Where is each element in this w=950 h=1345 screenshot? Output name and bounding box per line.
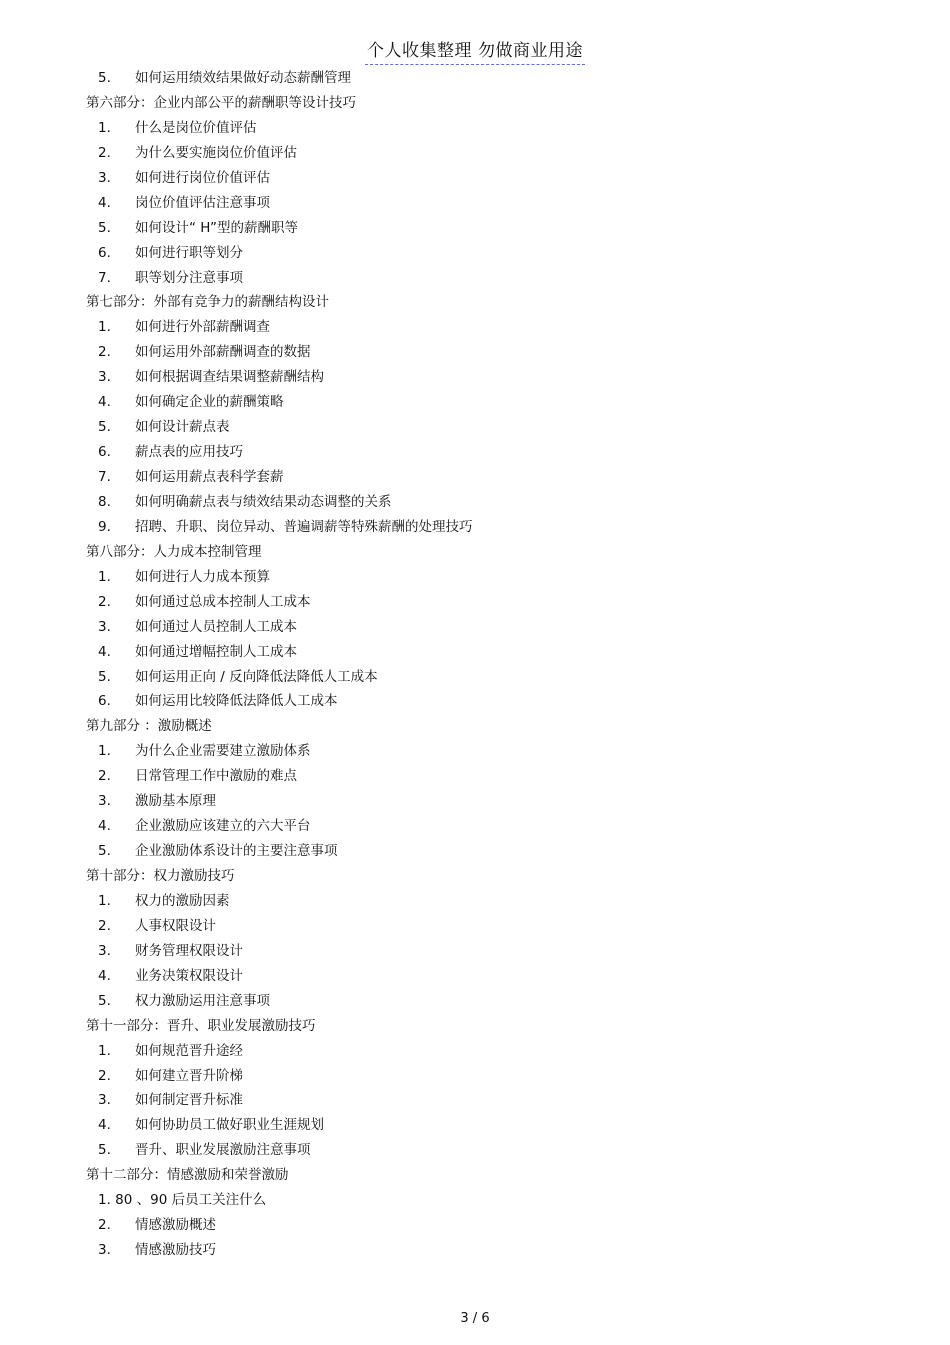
list-item-number: 6.	[98, 444, 111, 461]
list-item-number: 3.	[98, 169, 111, 186]
list-item-text: 薪点表的应用技巧	[135, 444, 243, 461]
list-item-number: 5.	[98, 70, 111, 86]
list-item-text: 如何通过增幅控制人工成本	[135, 643, 297, 660]
list-item-text: 业务决策权限设计	[135, 967, 243, 984]
list-item-number: 2.	[98, 144, 111, 161]
list-item-text: 企业激励体系设计的主要注意事项	[135, 843, 338, 860]
list-item-text: 如何进行职等划分	[135, 244, 243, 261]
list-item-number: 2.	[98, 768, 111, 785]
list-item-text: 1. 80 、90 后员工关注什么	[98, 1192, 267, 1209]
list-item	[0, 116, 950, 141]
page-header	[0, 40, 950, 65]
section-heading: 第十二部分：情感激励和荣誉激励	[86, 1167, 289, 1184]
list-item-text: 如何进行外部薪酬调查	[135, 319, 270, 336]
list-item	[0, 789, 950, 814]
list-item-number: 5.	[98, 843, 111, 860]
section-heading: 第七部分：外部有竞争力的薪酬结构设计	[86, 294, 329, 311]
list-item-number: 7.	[98, 469, 111, 485]
list-item	[0, 365, 950, 390]
list-item	[0, 989, 950, 1014]
list-item	[0, 490, 950, 515]
list-item-text: 什么是岗位价值评估	[135, 119, 257, 136]
list-item-number: 3.	[98, 1092, 111, 1109]
list-item	[0, 964, 950, 989]
list-item	[0, 216, 950, 241]
page-number: 3 / 6	[460, 1311, 490, 1326]
list-item-text: 如何协助员工做好职业生涯规划	[135, 1117, 324, 1134]
list-item-text: 职等划分注意事项	[135, 269, 243, 286]
list-item-number: 9.	[98, 518, 111, 535]
list-item-text: 如何运用外部薪酬调查的数据	[135, 344, 311, 361]
list-item	[0, 590, 950, 615]
list-item	[0, 191, 950, 216]
list-item-text: 人事权限设计	[135, 917, 216, 934]
list-item	[0, 739, 950, 764]
list-item-text: 如何通过总成本控制人工成本	[135, 593, 311, 610]
list-item-text: 情感激励技巧	[135, 1242, 216, 1259]
list-item-number: 5.	[98, 992, 111, 1009]
list-item-number: 5.	[98, 419, 111, 436]
list-item-number: 1.	[98, 119, 111, 136]
list-item-number: 5.	[98, 219, 111, 236]
list-item-text: 晋升、职业发展激励注意事项	[135, 1142, 311, 1159]
list-item	[0, 665, 950, 690]
list-item	[0, 1138, 950, 1163]
list-item	[0, 889, 950, 914]
list-item	[0, 515, 950, 540]
list-item	[0, 914, 950, 939]
list-item-text: 如何根据调查结果调整薪酬结构	[135, 369, 324, 386]
list-item-number: 1.	[98, 319, 111, 336]
list-item-number: 4.	[98, 194, 111, 211]
list-item-number: 2.	[98, 1217, 111, 1234]
list-item-text: 权力的激励因素	[135, 892, 230, 909]
section-heading: 第十一部分：晋升、职业发展激励技巧	[86, 1017, 316, 1034]
section-heading: 第八部分：人力成本控制管理	[86, 543, 262, 560]
list-item-number: 4.	[98, 643, 111, 660]
list-item-number: 4.	[98, 967, 111, 984]
list-item	[0, 315, 950, 340]
list-item-number: 3.	[98, 618, 111, 635]
list-item-text: 如何进行人力成本预算	[135, 568, 270, 585]
list-item-number: 4.	[98, 818, 111, 835]
list-item	[0, 814, 950, 839]
list-item-number: 2.	[98, 1067, 111, 1084]
list-item-text: 如何运用薪点表科学套薪	[135, 469, 284, 485]
list-item-number: 2.	[98, 593, 111, 610]
list-item-text: 如何运用绩效结果做好动态薪酬管理	[135, 70, 351, 86]
list-item	[0, 1188, 950, 1213]
list-item	[0, 565, 950, 590]
list-item	[0, 241, 950, 266]
list-item-number: 2.	[98, 917, 111, 934]
list-item	[0, 465, 950, 490]
list-item	[0, 1113, 950, 1138]
list-item-text: 企业激励应该建立的六大平台	[135, 818, 311, 835]
list-item-number: 5.	[98, 1142, 111, 1159]
list-item	[0, 390, 950, 415]
list-item-number: 3.	[98, 1242, 111, 1259]
list-item-number: 7.	[98, 269, 111, 286]
list-item-text: 如何进行岗位价值评估	[135, 169, 270, 186]
list-item-number: 5.	[98, 668, 111, 685]
section-heading: 第六部分：企业内部公平的薪酬职等设计技巧	[86, 94, 356, 111]
list-item-text: 如何规范晋升途经	[135, 1042, 243, 1059]
list-item	[0, 1213, 950, 1238]
header-text: 个人收集整理 勿做商业用途	[365, 40, 585, 65]
section-heading: 第十部分：权力激励技巧	[86, 868, 235, 884]
list-item-text: 如何建立晋升阶梯	[135, 1067, 243, 1084]
list-item-text: 权力激励运用注意事项	[135, 992, 270, 1009]
list-item-text: 日常管理工作中激励的难点	[135, 768, 297, 785]
list-item-text: 如何运用正向 / 反向降低法降低人工成本	[135, 668, 378, 685]
list-item	[0, 1064, 950, 1089]
list-item-number: 3.	[98, 942, 111, 959]
list-item	[0, 1238, 950, 1263]
section-heading: 第九部分 ：激励概述	[86, 718, 212, 735]
list-item-number: 8.	[98, 493, 111, 510]
list-item	[0, 440, 950, 465]
list-item-number: 4.	[98, 1117, 111, 1134]
list-item-number: 1.	[98, 892, 111, 909]
list-item-number: 3.	[98, 793, 111, 810]
list-item	[0, 266, 950, 291]
list-item-number: 3.	[98, 369, 111, 386]
list-item-text: 如何明确薪点表与绩效结果动态调整的关系	[135, 493, 392, 510]
list-item-text: 如何通过人员控制人工成本	[135, 618, 297, 635]
list-item	[0, 839, 950, 864]
list-item-number: 2.	[98, 344, 111, 361]
list-item	[0, 66, 950, 91]
list-item-text: 如何确定企业的薪酬策略	[135, 394, 284, 411]
list-item-text: 如何设计薪点表	[135, 419, 230, 436]
list-item	[0, 141, 950, 166]
list-item-text: 为什么企业需要建立激励体系	[135, 743, 311, 760]
list-item-number: 1.	[98, 568, 111, 585]
list-item-text: 情感激励概述	[135, 1217, 216, 1234]
list-item	[0, 1039, 950, 1064]
list-item	[0, 764, 950, 789]
list-item	[0, 615, 950, 640]
list-item-text: 如何制定晋升标准	[135, 1092, 243, 1109]
list-item-text: 如何设计“ H”型的薪酬职等	[135, 219, 299, 236]
list-item-text: 为什么要实施岗位价值评估	[135, 144, 297, 161]
list-item	[0, 415, 950, 440]
list-item	[0, 1088, 950, 1113]
list-item-text: 财务管理权限设计	[135, 942, 243, 959]
list-item-text: 如何运用比较降低法降低人工成本	[135, 693, 338, 710]
list-item-number: 1.	[98, 1042, 111, 1059]
list-item	[0, 640, 950, 665]
list-item-text: 招聘、升职、岗位异动、普遍调薪等特殊薪酬的处理技巧	[135, 518, 473, 535]
document-body	[0, 66, 950, 1263]
list-item-number: 6.	[98, 693, 111, 710]
list-item-text: 岗位价值评估注意事项	[135, 194, 270, 211]
list-item-number: 4.	[98, 394, 111, 411]
list-item	[0, 166, 950, 191]
list-item-number: 6.	[98, 244, 111, 261]
list-item-text: 激励基本原理	[135, 793, 216, 810]
list-item	[0, 689, 950, 714]
list-item	[0, 939, 950, 964]
list-item-number: 1.	[98, 743, 111, 760]
list-item	[0, 340, 950, 365]
